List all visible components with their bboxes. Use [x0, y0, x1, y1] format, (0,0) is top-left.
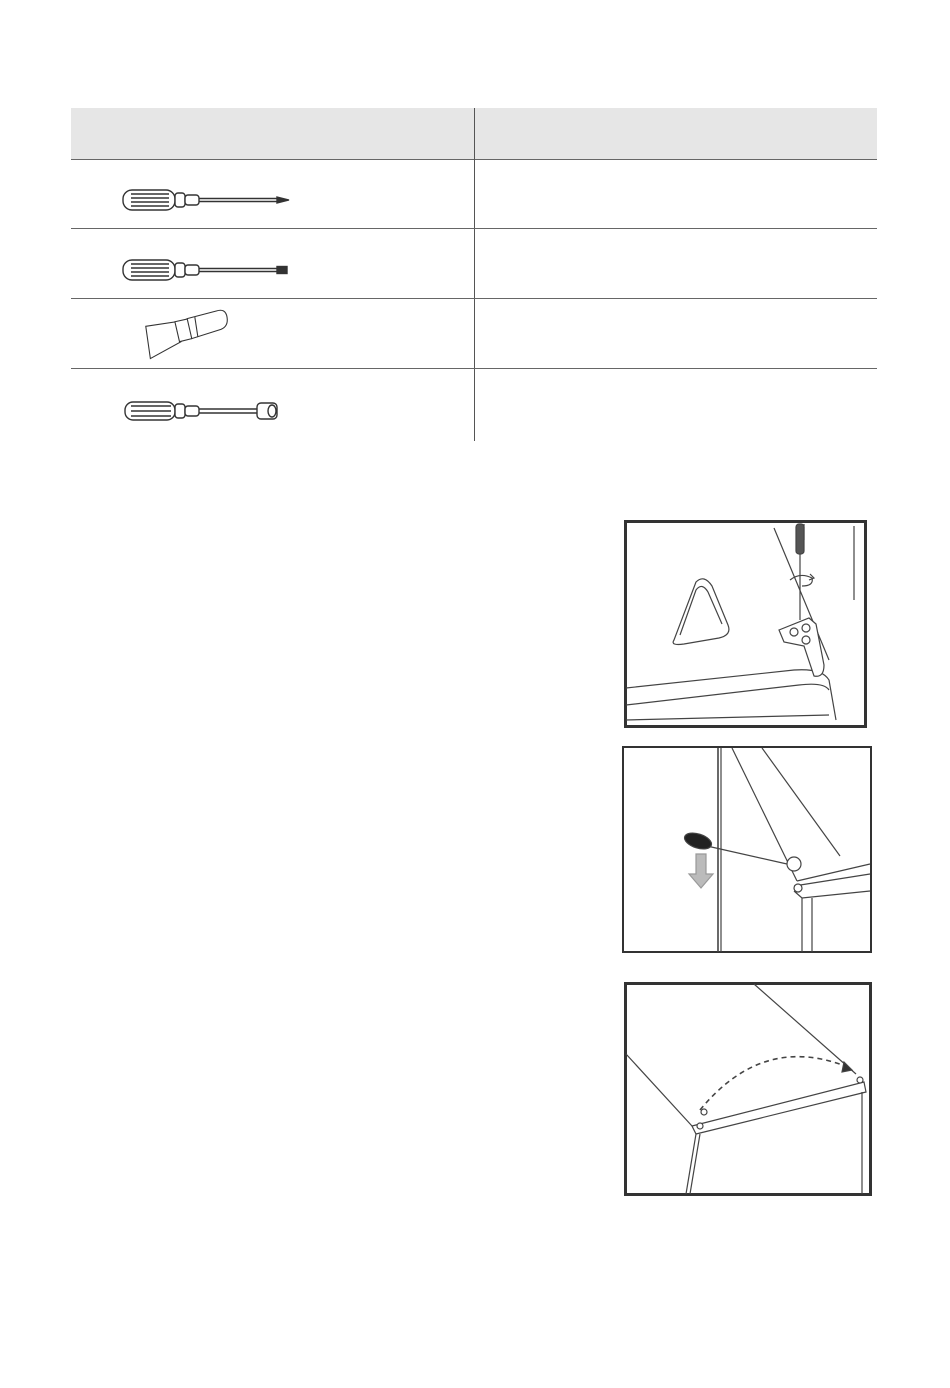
table-row: [71, 229, 877, 299]
phillips-screwdriver-icon: [119, 171, 309, 217]
flat-screwdriver-icon: [119, 241, 309, 287]
tools-table: [71, 108, 877, 441]
putty-knife-icon: [119, 311, 309, 357]
hole-cover-swap-figure: [624, 982, 872, 1196]
table-row: [71, 299, 877, 369]
header-tool: [71, 108, 474, 159]
table-row: [71, 369, 877, 439]
header-description: [475, 108, 877, 159]
table-row: [71, 159, 877, 229]
hinge-screw-removal-figure: [624, 520, 867, 728]
nut-driver-icon: [119, 381, 309, 427]
screwdriver-plug-removal-figure: [622, 746, 872, 953]
